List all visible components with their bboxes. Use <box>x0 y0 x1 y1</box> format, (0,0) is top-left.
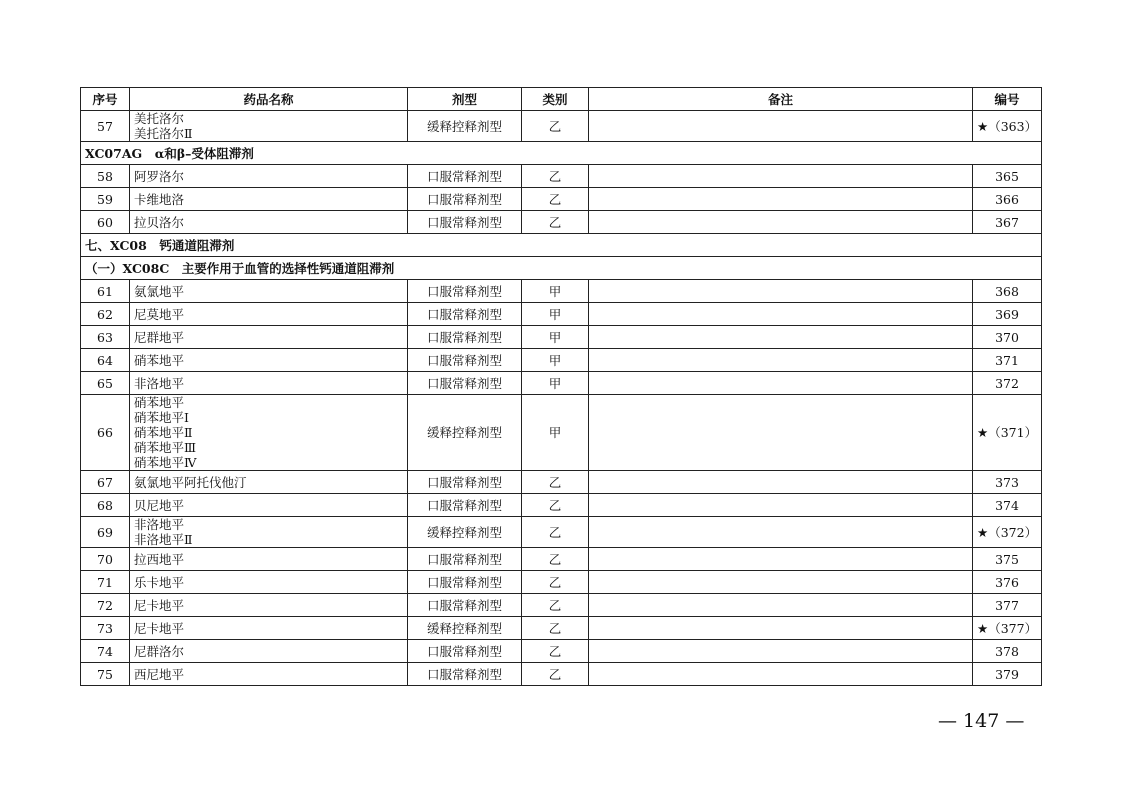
row-code: ★（372） <box>973 517 1042 548</box>
row-cat: 乙 <box>522 663 589 686</box>
row-note <box>589 471 973 494</box>
row-note <box>589 165 973 188</box>
row-name: 乐卡地平 <box>130 571 408 594</box>
row-form: 口服常释剂型 <box>408 663 522 686</box>
table-row <box>81 571 1042 594</box>
row-form: 口服常释剂型 <box>408 303 522 326</box>
row-code: 376 <box>973 571 1042 594</box>
row-note <box>589 303 973 326</box>
row-name: 尼卡地平 <box>130 617 408 640</box>
row-cat: 乙 <box>522 617 589 640</box>
row-note <box>589 349 973 372</box>
row-form: 口服常释剂型 <box>408 349 522 372</box>
row-seq: 57 <box>81 111 130 142</box>
header-code: 编号 <box>973 88 1042 111</box>
drug-name: 硝苯地平Ⅱ <box>134 425 193 440</box>
row-name <box>130 517 408 548</box>
row-name: 硝苯地平 <box>130 349 408 372</box>
header-form: 剂型 <box>408 88 522 111</box>
row-cat: 甲 <box>522 395 589 471</box>
row-code: 365 <box>973 165 1042 188</box>
row-code: 375 <box>973 548 1042 571</box>
row-code: 377 <box>973 594 1042 617</box>
table-row <box>81 517 1042 548</box>
drug-name: 非洛地平Ⅱ <box>134 532 193 547</box>
row-note <box>589 548 973 571</box>
row-name <box>130 111 408 142</box>
row-seq: 67 <box>81 471 130 494</box>
row-cat: 乙 <box>522 211 589 234</box>
table-row <box>81 326 1042 349</box>
row-form: 口服常释剂型 <box>408 494 522 517</box>
row-cat: 乙 <box>522 165 589 188</box>
row-form: 口服常释剂型 <box>408 372 522 395</box>
row-code: 378 <box>973 640 1042 663</box>
row-code: 379 <box>973 663 1042 686</box>
row-seq: 68 <box>81 494 130 517</box>
row-seq: 61 <box>81 280 130 303</box>
row-form: 口服常释剂型 <box>408 280 522 303</box>
section-row <box>81 257 1042 280</box>
subsection-heading: （一）XC08C 主要作用于血管的选择性钙通道阻滞剂 <box>81 257 1042 280</box>
row-name <box>130 395 408 471</box>
row-note <box>589 280 973 303</box>
row-name: 拉西地平 <box>130 548 408 571</box>
row-form: 缓释控释剂型 <box>408 517 522 548</box>
row-seq: 58 <box>81 165 130 188</box>
drug-name: 硝苯地平Ⅲ <box>134 440 197 455</box>
row-cat: 甲 <box>522 372 589 395</box>
row-seq: 60 <box>81 211 130 234</box>
table-row <box>81 548 1042 571</box>
table-row <box>81 372 1042 395</box>
section-row <box>81 142 1042 165</box>
row-name: 卡维地洛 <box>130 188 408 211</box>
row-form: 口服常释剂型 <box>408 326 522 349</box>
table-row <box>81 663 1042 686</box>
table-row <box>81 165 1042 188</box>
row-name: 氨氯地平 <box>130 280 408 303</box>
table-row <box>81 303 1042 326</box>
table-row <box>81 617 1042 640</box>
row-cat: 乙 <box>522 188 589 211</box>
row-form: 口服常释剂型 <box>408 594 522 617</box>
row-cat: 乙 <box>522 517 589 548</box>
drug-name: 美托洛尔Ⅱ <box>134 126 193 141</box>
row-note <box>589 494 973 517</box>
row-note <box>589 640 973 663</box>
row-form: 口服常释剂型 <box>408 471 522 494</box>
row-seq: 69 <box>81 517 130 548</box>
row-seq: 63 <box>81 326 130 349</box>
header-name: 药品名称 <box>130 88 408 111</box>
row-code: 372 <box>973 372 1042 395</box>
drug-table <box>80 87 1042 686</box>
table-row <box>81 395 1042 471</box>
row-note <box>589 663 973 686</box>
row-code: 374 <box>973 494 1042 517</box>
section-heading: 七、XC08 钙通道阻滞剂 <box>81 234 1042 257</box>
row-note <box>589 617 973 640</box>
row-code: 373 <box>973 471 1042 494</box>
header-note: 备注 <box>589 88 973 111</box>
row-seq: 70 <box>81 548 130 571</box>
table-row <box>81 280 1042 303</box>
row-name: 尼群洛尔 <box>130 640 408 663</box>
row-name: 尼群地平 <box>130 326 408 349</box>
drug-name: 硝苯地平Ⅰ <box>134 410 189 425</box>
drug-name: 硝苯地平 <box>134 395 185 410</box>
row-form: 缓释控释剂型 <box>408 395 522 471</box>
row-seq: 64 <box>81 349 130 372</box>
header-cat: 类别 <box>522 88 589 111</box>
row-cat: 甲 <box>522 326 589 349</box>
row-note <box>589 211 973 234</box>
row-seq: 65 <box>81 372 130 395</box>
row-cat: 乙 <box>522 594 589 617</box>
row-form: 口服常释剂型 <box>408 188 522 211</box>
row-name: 非洛地平 <box>130 372 408 395</box>
row-seq: 66 <box>81 395 130 471</box>
row-seq: 74 <box>81 640 130 663</box>
row-form: 口服常释剂型 <box>408 640 522 663</box>
row-cat: 乙 <box>522 494 589 517</box>
row-code: ★（363） <box>973 111 1042 142</box>
page-number: — 147 — <box>938 710 1025 732</box>
row-code: 370 <box>973 326 1042 349</box>
drug-name: 非洛地平 <box>134 517 185 532</box>
row-name: 尼卡地平 <box>130 594 408 617</box>
row-note <box>589 395 973 471</box>
row-note <box>589 571 973 594</box>
row-seq: 75 <box>81 663 130 686</box>
row-form: 口服常释剂型 <box>408 571 522 594</box>
row-cat: 乙 <box>522 111 589 142</box>
row-code: 369 <box>973 303 1042 326</box>
row-code: 367 <box>973 211 1042 234</box>
row-name: 拉贝洛尔 <box>130 211 408 234</box>
row-note <box>589 517 973 548</box>
drug-name: 美托洛尔 <box>134 111 185 126</box>
row-form: 缓释控释剂型 <box>408 111 522 142</box>
table-row <box>81 111 1042 142</box>
row-cat: 甲 <box>522 349 589 372</box>
header-seq: 序号 <box>81 88 130 111</box>
row-cat: 乙 <box>522 471 589 494</box>
row-note <box>589 372 973 395</box>
row-cat: 乙 <box>522 548 589 571</box>
row-name: 西尼地平 <box>130 663 408 686</box>
row-form: 口服常释剂型 <box>408 165 522 188</box>
row-seq: 59 <box>81 188 130 211</box>
row-cat: 乙 <box>522 640 589 663</box>
row-note <box>589 111 973 142</box>
table-row <box>81 594 1042 617</box>
row-note <box>589 594 973 617</box>
drug-name: 硝苯地平Ⅳ <box>134 455 197 470</box>
row-seq: 72 <box>81 594 130 617</box>
row-cat: 甲 <box>522 280 589 303</box>
table-row <box>81 471 1042 494</box>
table-row <box>81 349 1042 372</box>
table-row <box>81 211 1042 234</box>
section-heading: XC07AG α和β–受体阻滞剂 <box>81 142 1042 165</box>
row-form: 缓释控释剂型 <box>408 617 522 640</box>
row-cat: 甲 <box>522 303 589 326</box>
table-row <box>81 494 1042 517</box>
section-row <box>81 234 1042 257</box>
row-seq: 62 <box>81 303 130 326</box>
row-name: 阿罗洛尔 <box>130 165 408 188</box>
row-name: 尼莫地平 <box>130 303 408 326</box>
row-form: 口服常释剂型 <box>408 548 522 571</box>
table-header-row <box>81 88 1042 111</box>
row-code: ★（377） <box>973 617 1042 640</box>
row-name: 贝尼地平 <box>130 494 408 517</box>
row-code: 366 <box>973 188 1042 211</box>
row-note <box>589 326 973 349</box>
row-code: ★（371） <box>973 395 1042 471</box>
table-row <box>81 640 1042 663</box>
row-seq: 73 <box>81 617 130 640</box>
table-row <box>81 188 1042 211</box>
row-form: 口服常释剂型 <box>408 211 522 234</box>
row-code: 368 <box>973 280 1042 303</box>
row-name: 氨氯地平阿托伐他汀 <box>130 471 408 494</box>
row-note <box>589 188 973 211</box>
row-cat: 乙 <box>522 571 589 594</box>
row-seq: 71 <box>81 571 130 594</box>
row-code: 371 <box>973 349 1042 372</box>
